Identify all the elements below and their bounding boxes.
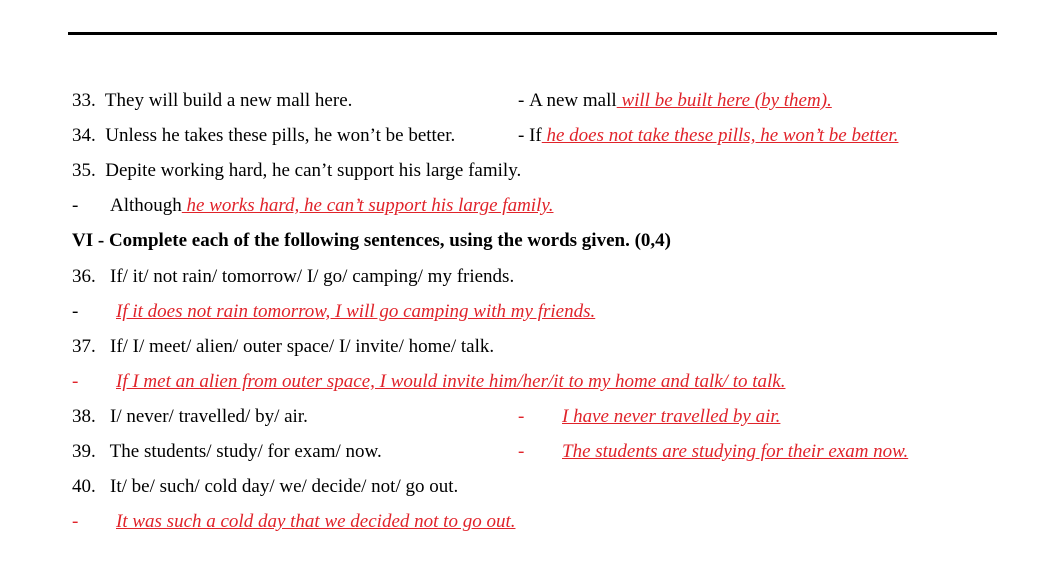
q34-prompt (72, 125, 455, 147)
q36-prompt (72, 266, 514, 288)
q39-number: 39. (72, 441, 96, 462)
q40-dash: - (72, 511, 79, 532)
q37-prompt (72, 336, 494, 358)
q34-answer-line (518, 125, 898, 147)
q38-number: 38. (72, 406, 96, 427)
q33-number: 33. (72, 90, 96, 111)
q34-dash: - (518, 125, 525, 146)
q36-dash: - (72, 301, 79, 322)
q38-dash: - (518, 406, 525, 427)
q39-text: The students/ study/ for exam/ now. (109, 441, 382, 462)
q39-prompt (72, 441, 382, 463)
q34-lead: If (529, 125, 542, 146)
q37-number: 37. (72, 336, 96, 357)
section-vi-title: VI - Complete each of the following sentences, using the words given. (0,4) (72, 230, 671, 251)
q35-lead: Although (110, 195, 182, 216)
q38-prompt (72, 406, 308, 428)
q37-answer: If I met an alien from outer space, I would invite him/her/it to my home and talk/ to talk. (116, 371, 786, 392)
q38-text: I/ never/ travelled/ by/ air. (110, 406, 308, 427)
q35-prompt (72, 160, 521, 182)
q40-answer: It was such a cold day that we decided not to go out. (116, 511, 516, 532)
q34-answer: he does not take these pills, he won’t be better. (541, 125, 899, 146)
q33-answer-line (518, 90, 832, 112)
q33-dash: - (518, 90, 525, 111)
q40-text: It/ be/ such/ cold day/ we/ decide/ not/ go out. (110, 476, 459, 497)
q40-number: 40. (72, 476, 96, 497)
q37-text: If/ I/ meet/ alien/ outer space/ I/ invite/ home/ talk. (110, 336, 495, 357)
q40-prompt (72, 476, 458, 498)
q33-text: They will build a new mall here. (104, 90, 353, 111)
q33-prompt (72, 90, 352, 112)
q35-answer: he works hard, he can’t support his large family. (181, 195, 554, 216)
q39-dash: - (518, 441, 525, 462)
q34-text: Unless he takes these pills, he won’t be better. (105, 125, 456, 146)
q35-dash: - (72, 195, 79, 216)
q39-answer: The students are studying for their exam now. (562, 441, 909, 462)
q33-answer: will be built here (by them). (616, 90, 832, 111)
q35-answer-text (110, 195, 554, 217)
q35-answer-line (72, 195, 78, 217)
q36-answer: If it does not rain tomorrow, I will go camping with my friends. (116, 301, 596, 322)
q33-lead: A new mall (529, 90, 617, 111)
q35-text: Depite working hard, he can’t support his large family. (105, 160, 522, 181)
q35-number: 35. (72, 160, 96, 181)
q36-number: 36. (72, 266, 96, 287)
header-rule (68, 32, 997, 35)
q36-text: If/ it/ not rain/ tomorrow/ I/ go/ camping/ my friends. (110, 266, 515, 287)
q34-number: 34. (72, 125, 96, 146)
q37-dash: - (72, 371, 79, 392)
q38-answer: I have never travelled by air. (562, 406, 781, 427)
